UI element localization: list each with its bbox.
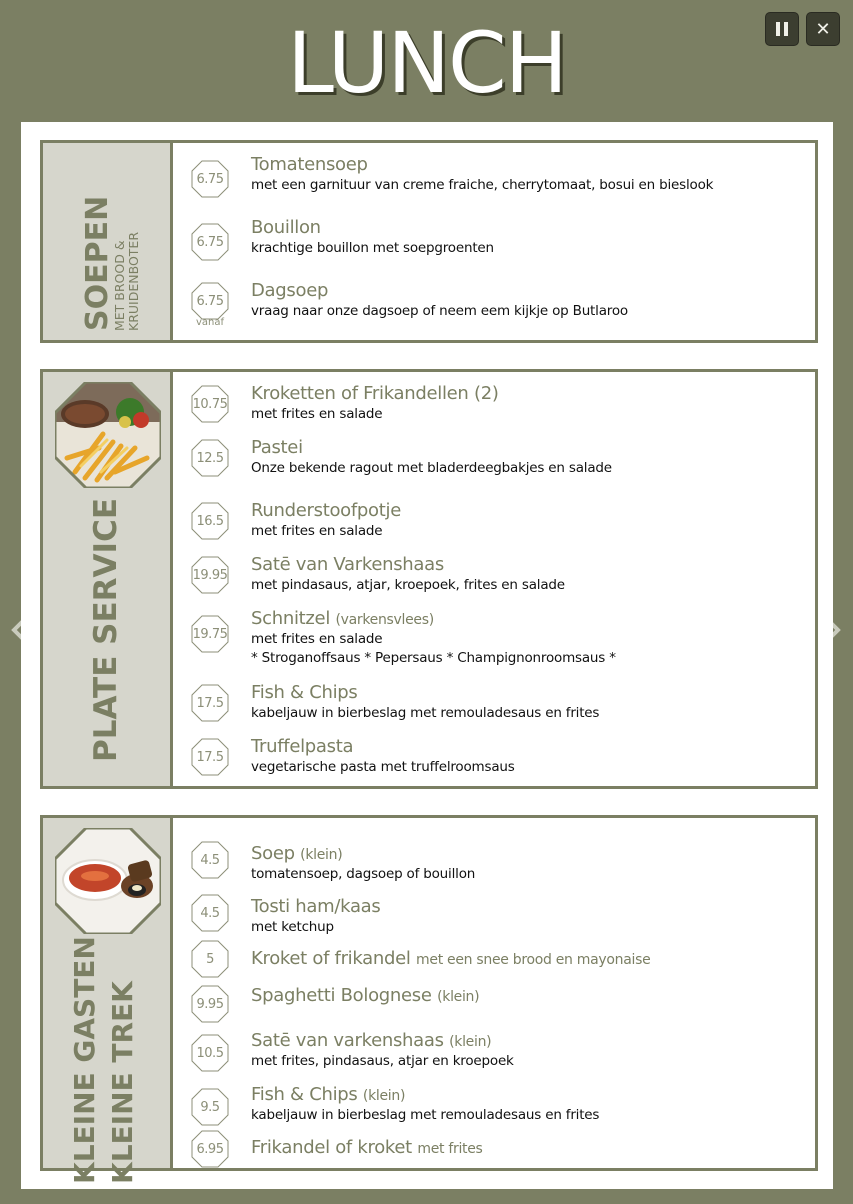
close-icon: ✕: [815, 18, 831, 40]
item-name-note: (klein): [362, 1088, 406, 1104]
kleine-gasten-heading-block: [66, 936, 146, 1188]
price-badge: 5: [191, 940, 229, 978]
price-badge: 19.75: [191, 615, 229, 653]
plate-service-sidebar: [43, 372, 173, 786]
price-badge: 10.75: [191, 385, 229, 423]
price-badge: 6.95: [191, 1130, 229, 1168]
price-badge: 6.75: [191, 282, 229, 320]
menu-item: [173, 216, 815, 268]
price-badge: 10.5: [191, 1034, 229, 1072]
item-name: Truffelpasta: [251, 736, 354, 757]
soup-bowl-photo: [55, 828, 161, 934]
item-name: Tosti ham/kaas: [251, 896, 381, 917]
soepen-section: [40, 140, 818, 343]
page-title: LUNCH: [287, 14, 566, 112]
price-badge: 16.5: [191, 502, 229, 540]
item-name-note: (klein): [437, 989, 480, 1005]
soepen-heading: SOEPEN: [80, 195, 115, 331]
item-name: Kroketten of Frikandellen (2): [251, 383, 499, 404]
item-name: Bouillon: [251, 217, 321, 238]
item-name: Fish & Chips: [251, 682, 358, 703]
item-description: met ketchup: [251, 919, 334, 935]
item-name-note: (klein): [300, 847, 343, 863]
soepen-subheading-1: MET BROOD &: [112, 240, 127, 331]
price-badge: 4.5: [191, 894, 229, 932]
fries-and-meat-photo: [55, 382, 161, 488]
item-description: vegetarische pasta met truffelroomsaus: [251, 759, 515, 775]
item-description: kabeljauw in bierbeslag met remouladesaus en frites: [251, 1107, 600, 1123]
item-description: met pindasaus, atjar, kroepoek, frites en salade: [251, 577, 565, 593]
price-badge: 12.5: [191, 439, 229, 477]
soepen-subheading-2: KRUIDENBOTER: [126, 231, 141, 331]
item-name: Frikandel of kroket met frites: [251, 1137, 483, 1158]
item-name: Tomatensoep: [251, 154, 368, 175]
item-description: kabeljauw in bierbeslag met remouladesaus en frites: [251, 705, 600, 721]
menu-sheet: [21, 122, 833, 1189]
item-name: Soep (klein): [251, 843, 343, 864]
item-name: Pastei: [251, 437, 303, 458]
item-description: krachtige bouillon met soepgroenten: [251, 240, 494, 256]
item-name: Fish & Chips (klein): [251, 1084, 406, 1105]
price-badge: 6.75: [191, 223, 229, 261]
soepen-heading-block: [76, 143, 141, 343]
item-name: Schnitzel (varkensvlees): [251, 608, 434, 629]
item-name: Runderstoofpotje: [251, 500, 401, 521]
item-name: Kroket of frikandel met een snee brood en mayonaise: [251, 948, 651, 969]
kleine-gasten-sidebar: [43, 818, 173, 1184]
plate-service-section: [40, 369, 818, 789]
menu-item: [173, 153, 815, 205]
price-badge: 9.5: [191, 1088, 229, 1126]
kleine-gasten-section: [40, 815, 818, 1184]
menu-item: [173, 279, 815, 335]
item-description: met een garnituur van creme fraiche, cherrytomaat, bosui en bieslook: [251, 177, 714, 193]
item-name-note: met een snee brood en mayonaise: [416, 952, 651, 968]
item-description: vraag naar onze dagsoep of neem eem kijkje op Butlaroo: [251, 303, 628, 319]
plate-service-heading: PLATE SERVICE: [88, 498, 124, 762]
price-badge: 6.75: [191, 160, 229, 198]
item-description: met frites en salade: [251, 406, 383, 422]
price-badge: 9.95: [191, 985, 229, 1023]
item-name: Satē van Varkenshaas: [251, 554, 444, 575]
item-name: Spaghetti Bolognese (klein): [251, 985, 480, 1006]
price-badge: 17.5: [191, 684, 229, 722]
kleine-gasten-heading-2: KLEINE TREK: [106, 981, 139, 1184]
close-button[interactable]: [806, 12, 840, 46]
item-name-note: (varkensvlees): [335, 612, 434, 628]
price-badge: 4.5: [191, 841, 229, 879]
pause-button[interactable]: [765, 12, 799, 46]
item-name: Dagsoep: [251, 280, 329, 301]
item-description: tomatensoep, dagsoep of bouillon: [251, 866, 476, 882]
item-name-note: met frites: [417, 1141, 483, 1157]
pause-icon: [776, 22, 788, 36]
kleine-gasten-heading-1: KLEINE GASTEN: [68, 936, 101, 1184]
soepen-sidebar: [43, 143, 173, 340]
item-name: Satē van varkenshaas (klein): [251, 1030, 492, 1051]
item-name-note: (klein): [449, 1034, 492, 1050]
item-description: Onze bekende ragout met bladerdeegbakjes en salade: [251, 460, 612, 476]
item-description: met frites en salade: [251, 523, 383, 539]
price-note: vanaf: [195, 317, 225, 328]
item-sauce-options: * Stroganoffsaus * Pepersaus * Champignonroomsaus *: [251, 650, 616, 666]
price-badge: 19.95: [191, 556, 229, 594]
price-badge: 17.5: [191, 738, 229, 776]
item-description: met frites, pindasaus, atjar en kroepoek: [251, 1053, 514, 1069]
item-description: met frites en salade: [251, 631, 383, 647]
